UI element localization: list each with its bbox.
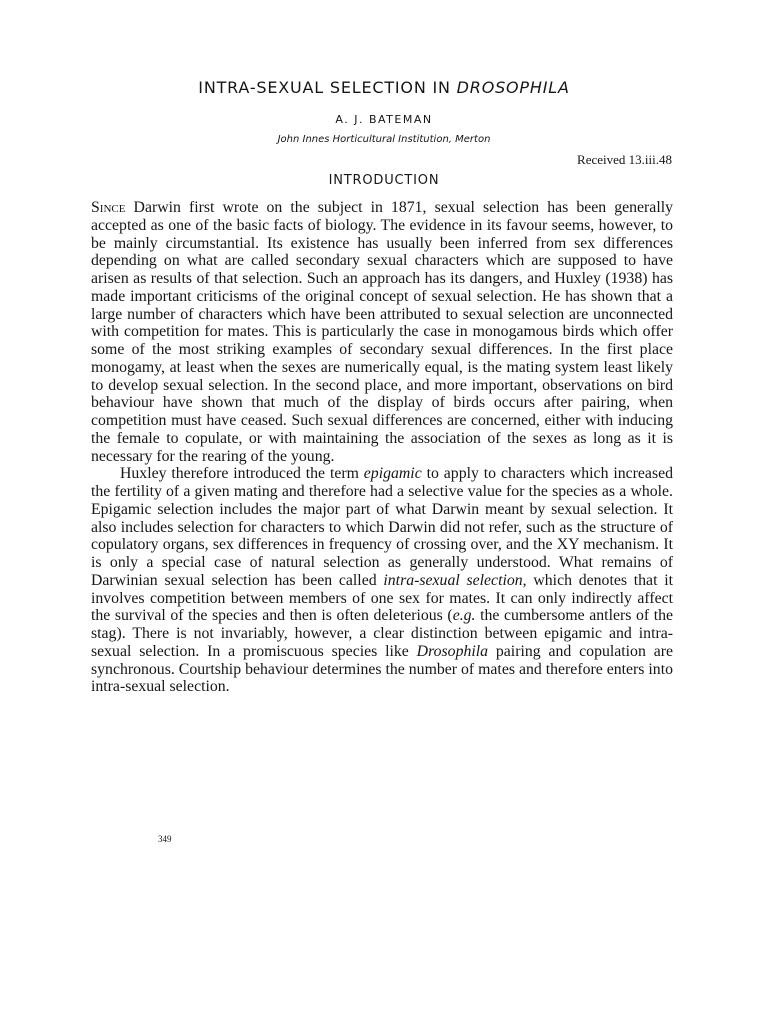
term-epigamic: epigamic [363, 465, 422, 483]
paragraph-2-text-5: pairing and copulation are synchronous. Courtship behaviour determines the number of mates and therefore enters into intra-sexual selection. [91, 642, 673, 696]
author-affiliation: John Innes Horticultural Institution, Merton [277, 134, 491, 145]
paragraph-1-lead: Since [91, 199, 126, 216]
paragraph-2-text-3: , which denotes that it involves competition between members of one sex for mates. It can only indirectly affect the survival of the species and then is often deleterious ( [91, 571, 674, 625]
paragraph-1-text: Darwin first wrote on the subject in 1871, sexual selection has been generally accepted as one of the basic facts of biology. The evidence in its favour seems, however, to be mainly circumstantial. Its existence has usually been inferred from sex differences depending on what are called secondary sexual characters which are supposed to have arisen as results of that selection. Such an approach has its dangers, and Huxley (1938) has made important criticisms of the original concept of sexual selection. He has shown that a large number of characters which have been attributed to sexual selection are unconnected with competition for mates. This is particularly the case in monogamous birds which offer some of the most striking examples of secondary sexual differences. In the first place monogamy, at least when the sexes are numerically equal, is the mating system least likely to develop sexual selection. In the second place, and more important, observations on bird behaviour have shown that much of the display of birds occurs after pairing, when competition must have ceased. Such sexual differences are concerned, either with inducing the female to copulate, or with maintaining the association of the sexes as long as it is necessary for the rearing of the young. [91, 199, 673, 465]
received-date: Received 13.iii.48 [577, 152, 672, 167]
title-prefix: INTRA-SEXUAL SELECTION IN [198, 78, 457, 97]
page-number: 349 [158, 834, 172, 844]
genus-drosophila: Drosophila [416, 642, 489, 660]
term-intra-sexual-selection: intra-sexual selection [383, 571, 523, 589]
body-text [91, 199, 673, 696]
paragraph-2-text-1: Huxley therefore introduced the term [120, 465, 364, 483]
paragraph-2 [91, 465, 673, 696]
paragraph-1 [91, 199, 673, 465]
abbrev-eg: e.g. [452, 607, 476, 625]
paragraph-2-text-2: to apply to characters which increased the fertility of a given mating and therefore had a selective value for the species as a whole. Epigamic selection includes the major part of what Darwin meant by sexual selection. It also includes selection for characters to which Darwin did not refer, such as the structure of copulatory organs, sex differences in frequency of crossing over, and the XY mechanism. It is only a special case of natural selection as generally understood. What remains of Darwinian sexual selection has been called [91, 465, 674, 589]
title-species: DROSOPHILA [456, 78, 570, 97]
author-name: A. J. BATEMAN [335, 113, 433, 126]
paragraph-2-text-4: the cumbersome antlers of the stag). There is not invariably, however, a clear distinction between epigamic and intra-sexual selection. In a promiscuous species like [91, 607, 673, 660]
section-heading: INTRODUCTION [328, 173, 440, 188]
paper-title [0, 78, 768, 98]
